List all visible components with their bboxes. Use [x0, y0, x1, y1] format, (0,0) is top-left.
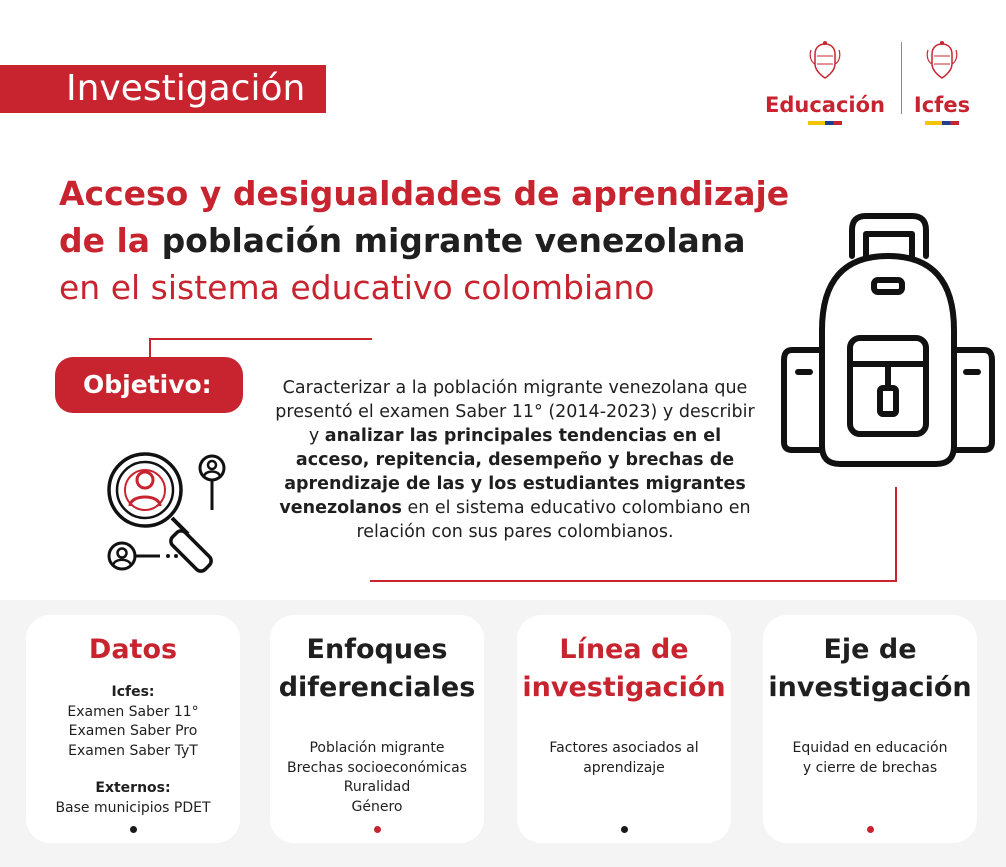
card-group-label: Externos:: [95, 780, 171, 796]
card-item: Brechas socioeconómicas: [287, 759, 467, 776]
card-item: Base municipios PDET: [55, 799, 211, 816]
objective-text-part: Caracterizar a la población migrante venezolana que presentó el examen Saber 11° (2014-2023) y describir y: [275, 378, 755, 446]
card-item: Factores asociados al: [549, 740, 699, 756]
card-dot: [621, 826, 628, 833]
card-dot: [130, 826, 137, 833]
card-title-line: investigación: [522, 672, 726, 703]
objective-text-part: en el sistema educativo colombiano en relación con sus pares colombianos.: [356, 498, 751, 542]
card-item: Examen Saber Pro: [68, 723, 198, 739]
title-line-2-red: de la: [59, 221, 162, 260]
colombia-crest-icon: [807, 40, 843, 82]
objective-text: [270, 376, 760, 544]
connector-line: [149, 338, 372, 340]
card-item: y cierre de brechas: [802, 759, 938, 776]
card-dot: [867, 826, 874, 833]
card-title-line: investigación: [768, 672, 972, 703]
title-line-2-dark: población migrante venezolana: [161, 221, 746, 260]
backpack-icon: [778, 210, 998, 470]
flag-bar: [808, 121, 842, 125]
educacion-logo: [760, 40, 890, 125]
card-title: Datos: [88, 634, 178, 665]
title-line-3: en el sistema educativo colombiano: [59, 268, 655, 307]
card-dot: [374, 826, 381, 833]
card-linea: [517, 615, 731, 843]
icfes-wordmark: Icfes: [913, 93, 971, 117]
institution-logos: [760, 40, 980, 120]
card-title-line: Eje de: [823, 634, 917, 665]
people-search-icon: [100, 448, 240, 578]
card-item: Equidad en educación: [792, 740, 948, 756]
page-title: [59, 170, 799, 311]
objective-label: Objetivo:: [55, 357, 243, 413]
card-item: Población migrante: [309, 740, 445, 756]
colombia-crest-icon: [924, 40, 960, 82]
card-title-line: Enfoques: [306, 634, 448, 665]
card-datos: [26, 615, 240, 843]
card-title-line: diferenciales: [278, 672, 476, 703]
flag-bar: [925, 121, 959, 125]
objective-text-bold: analizar las principales tendencias en el acceso, repitencia, desempeño y brechas de aprendizaje de las y los estudiantes migrantes venezolanos: [279, 426, 746, 518]
card-item: Examen Saber TyT: [68, 742, 198, 759]
card-title: [517, 631, 731, 707]
section-tag: Investigación: [0, 65, 326, 113]
title-line-1: Acceso y desigualdades de aprendizaje: [59, 174, 790, 213]
card-item: aprendizaje: [583, 759, 665, 776]
connector-line: [370, 580, 897, 582]
card-title: [270, 631, 484, 707]
icfes-logo: [910, 40, 974, 125]
connector-line: [149, 338, 151, 358]
card-enfoques: [270, 615, 484, 843]
card-eje: [763, 615, 977, 843]
card-title: [763, 631, 977, 707]
card-title-line: Línea de: [559, 634, 689, 665]
card-item: Examen Saber 11°: [67, 703, 199, 720]
card-item: Ruralidad: [343, 779, 411, 795]
logo-divider: [901, 42, 902, 114]
educacion-wordmark: Educación: [765, 93, 885, 117]
card-item: Género: [351, 798, 403, 815]
card-group-label: Icfes:: [111, 684, 155, 700]
connector-line: [895, 487, 897, 582]
